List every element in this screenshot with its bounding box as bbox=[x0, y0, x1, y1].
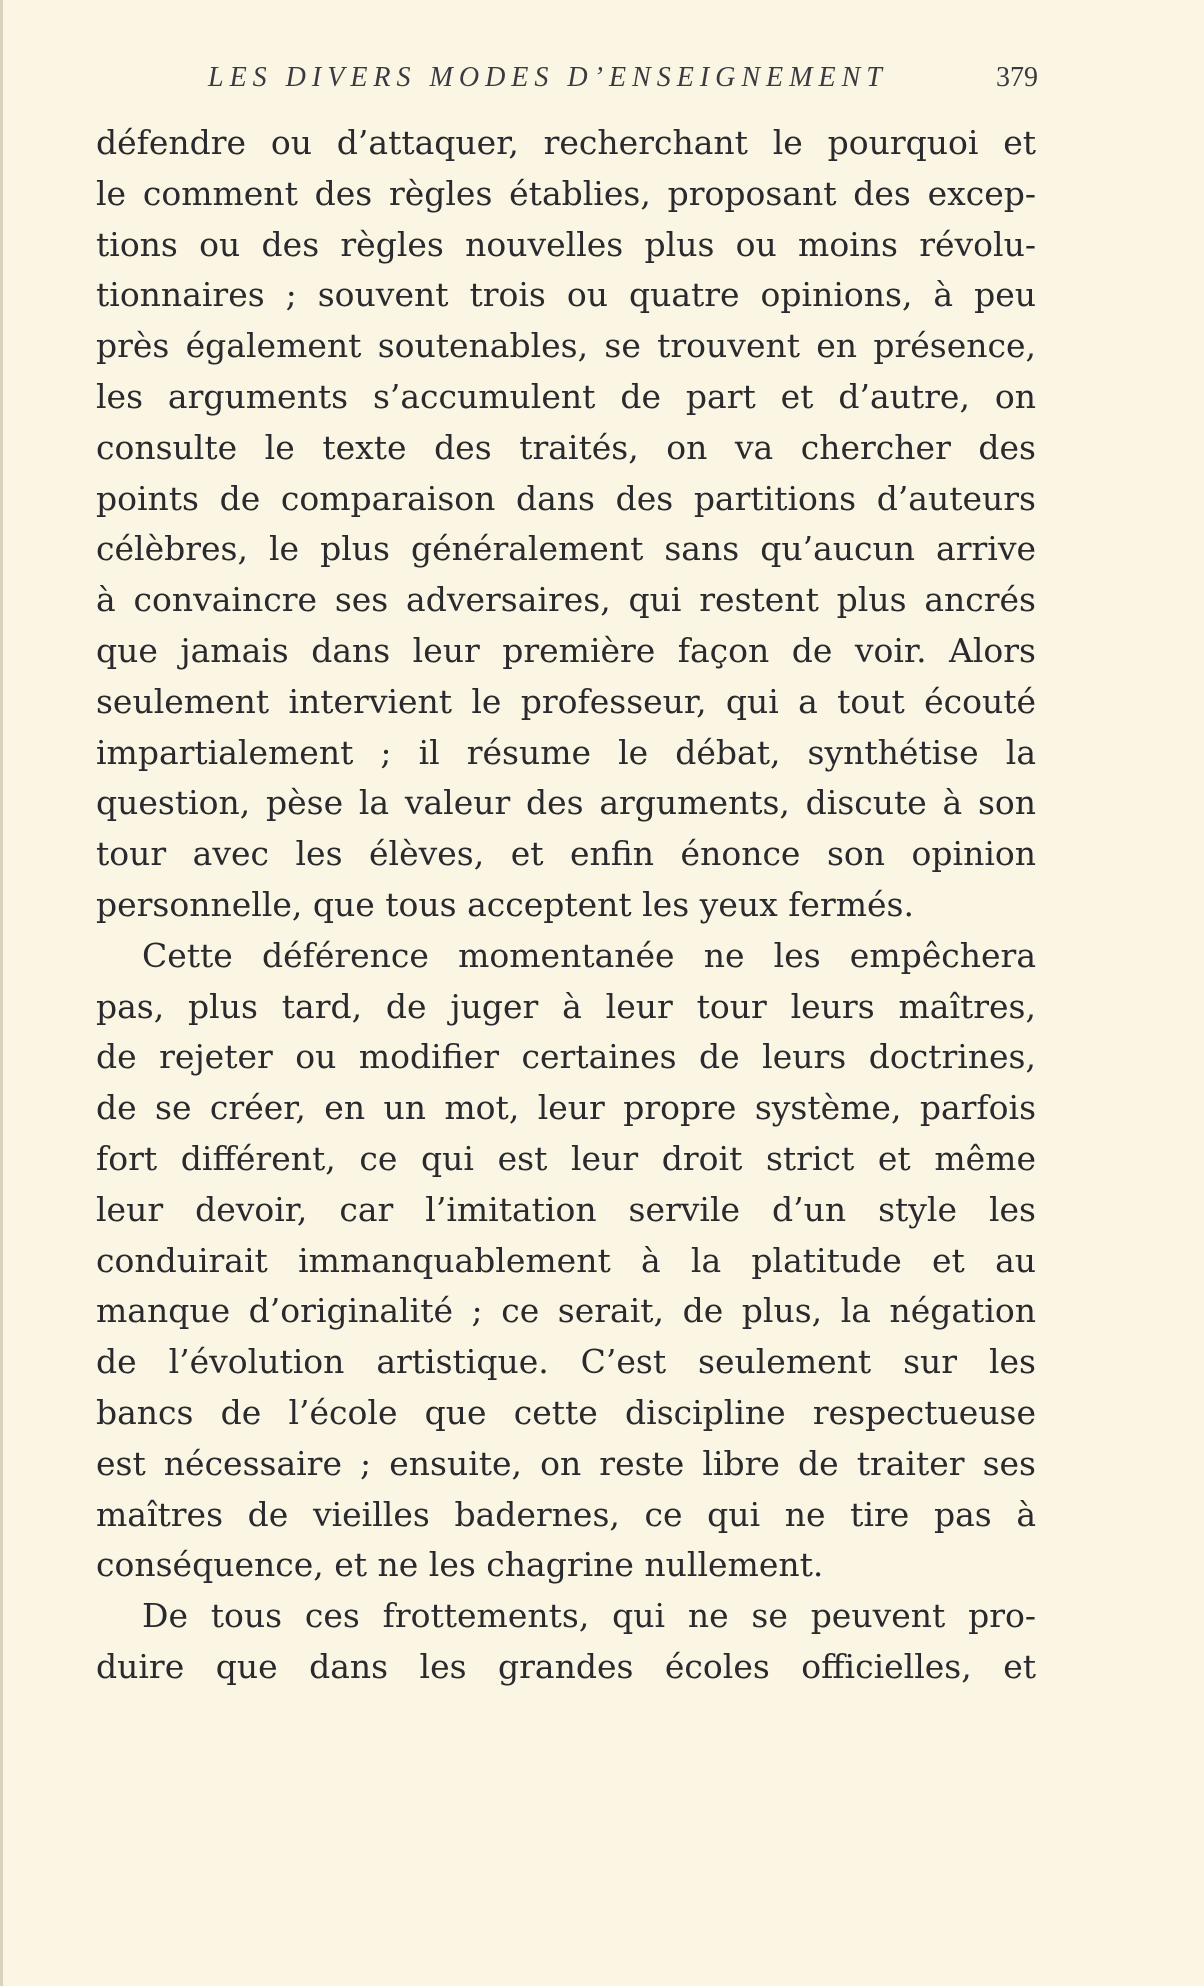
text-line: manque d’originalité ; ce serait, de plus, la négation bbox=[96, 1291, 1036, 1331]
text-line: tions ou des règles nouvelles plus ou moins révolu- bbox=[96, 224, 1036, 264]
text-line: de rejeter ou modifier certaines de leurs doctrines, bbox=[96, 1037, 1036, 1077]
text-line: bancs de l’école que cette discipline respectueuse bbox=[96, 1392, 1036, 1432]
text-line: impartialement ; il résume le débat, synthétise la bbox=[96, 732, 1036, 772]
text-line: leur devoir, car l’imitation servile d’un style les bbox=[96, 1189, 1036, 1229]
text-line: conséquence, et ne les chagrine nullement. bbox=[96, 1545, 824, 1585]
text-line: consulte le texte des traités, on va chercher des bbox=[96, 427, 1036, 467]
text-line: célèbres, le plus généralement sans qu’aucun arrive bbox=[96, 529, 1036, 569]
paragraph bbox=[96, 118, 1036, 931]
text-line: est nécessaire ; ensuite, on reste libre de traiter ses bbox=[96, 1443, 1036, 1483]
text-line: question, pèse la valeur des arguments, discute à son bbox=[96, 783, 1036, 823]
text-line: pas, plus tard, de juger à leur tour leurs maîtres, bbox=[96, 986, 1036, 1026]
text-line: le comment des règles établies, proposant des excep- bbox=[96, 173, 1036, 213]
running-header bbox=[208, 62, 1038, 100]
page-number: 379 bbox=[996, 62, 1038, 93]
text-line: tour avec les élèves, et enfin énonce son opinion bbox=[96, 834, 1036, 874]
paragraph bbox=[96, 1591, 1036, 1693]
text-line: à convaincre ses adversaires, qui restent plus ancrés bbox=[96, 580, 1036, 620]
text-line: fort différent, ce qui est leur droit strict et même bbox=[96, 1138, 1036, 1178]
paragraph bbox=[96, 931, 1036, 1591]
text-line: les arguments s’accumulent de part et d’autre, on bbox=[96, 376, 1036, 416]
text-line: de se créer, en un mot, leur propre système, parfois bbox=[96, 1088, 1036, 1128]
text-line: défendre ou d’attaquer, recherchant le pourquoi et bbox=[96, 123, 1036, 162]
text-line: personnelle, que tous acceptent les yeux fermés. bbox=[96, 884, 914, 924]
page-edge bbox=[0, 0, 3, 1986]
running-title: LES DIVERS MODES D’ENSEIGNEMENT bbox=[208, 62, 888, 93]
body-text bbox=[96, 118, 1036, 1693]
text-line: que jamais dans leur première façon de voir. Alors bbox=[96, 630, 1036, 670]
text-line: près également soutenables, se trouvent en présence, bbox=[96, 326, 1036, 366]
text-line: points de comparaison dans des partitions d’auteurs bbox=[96, 478, 1036, 518]
text-line: conduirait immanquablement à la platitude et au bbox=[96, 1240, 1036, 1280]
text-line: De tous ces frottements, qui ne se peuvent pro- bbox=[142, 1596, 1036, 1636]
text-line: tionnaires ; souvent trois ou quatre opinions, à peu bbox=[96, 275, 1036, 315]
text-line: de l’évolution artistique. C’est seulement sur les bbox=[96, 1342, 1036, 1382]
text-line: duire que dans les grandes écoles officielles, et bbox=[96, 1646, 1036, 1686]
text-line: maîtres de vieilles badernes, ce qui ne tire pas à bbox=[96, 1494, 1036, 1534]
text-line: seulement intervient le professeur, qui a tout écouté bbox=[96, 681, 1036, 721]
text-line: Cette déférence momentanée ne les empêchera bbox=[142, 935, 1036, 975]
